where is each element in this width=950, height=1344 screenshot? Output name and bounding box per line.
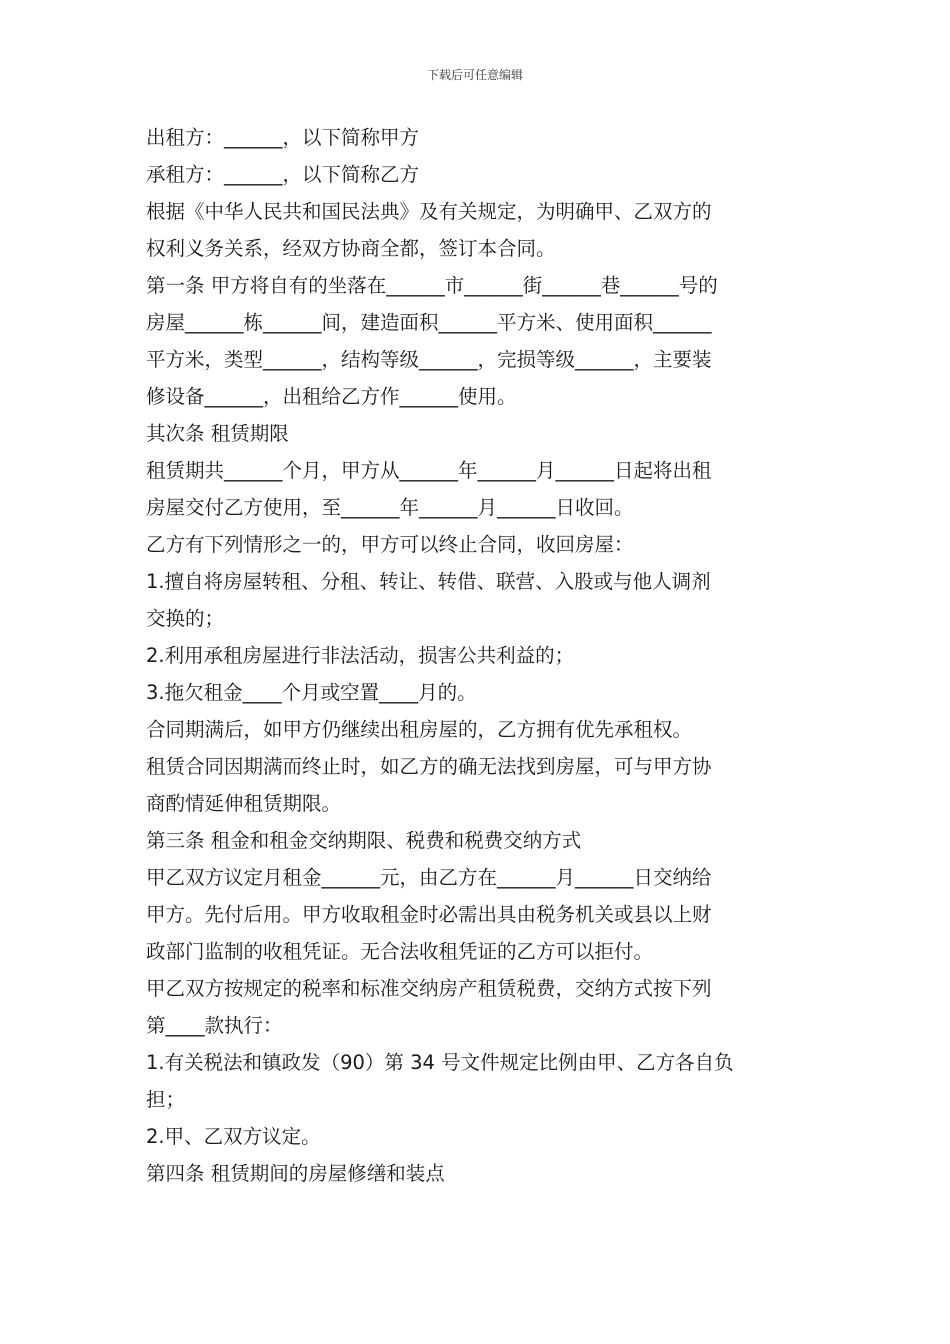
- text-line: 租赁期共______个月，甲方从______年______月______日起将出租: [146, 459, 712, 482]
- text-line: 房屋______栋______间，建造面积______平方米、使用面积______: [146, 311, 712, 334]
- text-line: 合同期满后，如甲方仍继续出租房屋的，乙方拥有优先承租权。: [146, 718, 693, 741]
- text-line: 2.利用承租房屋进行非法活动，损害公共利益的；: [146, 644, 575, 667]
- text-line: 甲乙双方按规定的税率和标准交纳房产租赁税费，交纳方式按下列: [146, 977, 712, 1000]
- header-note: 下载后可任意编辑: [426, 68, 523, 82]
- text-line: 第____款执行：: [146, 1014, 283, 1037]
- text-line: 根据《中华人民共和国民法典》及有关规定，为明确甲、乙双方的: [146, 200, 712, 223]
- text-line: 2.甲、乙双方议定。: [146, 1125, 321, 1148]
- section-heading: 第三条 租金和租金交纳期限、税费和税费交纳方式: [146, 829, 582, 852]
- text-line: 乙方有下列情形之一的，甲方可以终止合同，收回房屋：: [146, 533, 634, 556]
- text-line: 平方米，类型______，结构等级______，完损等级______，主要装: [146, 348, 712, 371]
- text-line: 出租方：______，以下简称甲方: [146, 126, 420, 149]
- text-line: 甲方。先付后用。甲方收取租金时必需出具由税务机关或县以上财: [146, 903, 712, 926]
- text-line: 甲乙双方议定月租金______元，由乙方在______月______日交纳给: [146, 866, 712, 889]
- text-line: 租赁合同因期满而终止时，如乙方的确无法找到房屋，可与甲方协: [146, 755, 712, 778]
- text-line: 修设备______，出租给乙方作______使用。: [146, 385, 517, 408]
- text-line: 政部门监制的收租凭证。无合法收租凭证的乙方可以拒付。: [146, 940, 654, 963]
- text-line: 商酌情延伸租赁期限。: [146, 792, 342, 815]
- text-line: 担；: [146, 1088, 186, 1111]
- text-line: 交换的；: [146, 607, 225, 630]
- text-line: 1.擅自将房屋转租、分租、转让、转借、联营、入股或与他人调剂: [146, 570, 711, 593]
- text-line: 承租方：______，以下简称乙方: [146, 163, 420, 186]
- text-line: 3.拖欠租金____个月或空置____月的。: [146, 681, 477, 704]
- section-heading: 其次条 租赁期限: [146, 422, 289, 445]
- text-line: 1.有关税法和镇政发（90）第 34 号文件规定比例由甲、乙方各自负: [146, 1051, 734, 1074]
- text-line: 第一条 甲方将自有的坐落在______市______街______巷______号的: [146, 274, 718, 297]
- text-line: 权利义务关系，经双方协商全都，签订本合同。: [146, 237, 556, 260]
- section-heading: 第四条 租赁期间的房屋修缮和装点: [146, 1162, 445, 1185]
- text-line: 房屋交付乙方使用，至______年______月______日收回。: [146, 496, 634, 519]
- contract-body: [146, 119, 808, 1192]
